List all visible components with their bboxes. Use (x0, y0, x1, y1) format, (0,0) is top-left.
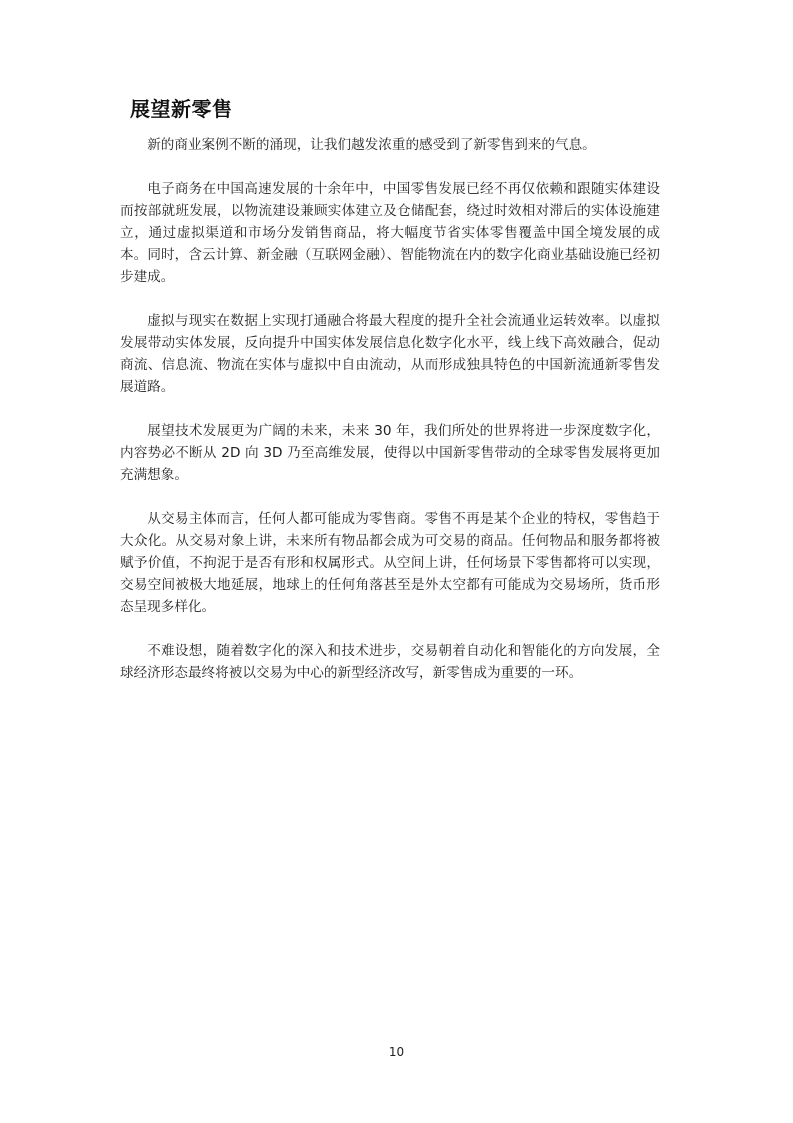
paragraph-6: 不难设想，随着数字化的深入和技术进步，交易朝着自动化和智能化的方向发展，全球经济形态最终将被以交易为中心的新型经济改写，新零售成为重要的一环。 (120, 643, 660, 681)
paragraph-2: 电子商务在中国高速发展的十余年中，中国零售发展已经不再仅依赖和跟随实体建设而按部就班发展，以物流建设兼顾实体建立及仓储配套，绕过时效相对滞后的实体设施建立，通过虚拟渠道和市场分发销售商品，将大幅度节省实体零售覆盖中国全境发展的成本。同时，含云计算、新金融（互联网金融）、智能物流在内的数字化商业基础设施已经初步建成。 (120, 181, 660, 285)
body-content (120, 134, 660, 706)
page-number: 10 (388, 1045, 405, 1059)
paragraph-1: 新的商业案例不断的涌现，让我们越发浓重的感受到了新零售到来的气息。 (147, 137, 596, 153)
section-heading: 展望新零售 (130, 97, 233, 121)
paragraph-4: 展望技术发展更为广阔的未来，未来 30 年，我们所处的世界将进一步深度数字化，内容势必不断从 2D 向 3D 乃至高维发展，使得以中国新零售带动的全球零售发展将更加充满想象。 (120, 423, 660, 483)
paragraph-3: 虚拟与现实在数据上实现打通融合将最大程度的提升全社会流通业运转效率。以虚拟发展带动实体发展，反向提升中国实体发展信息化数字化水平，线上线下高效融合，促动商流、信息流、物流在实体与虚拟中自由流动，从而形成独具特色的中国新流通新零售发展道路。 (120, 313, 660, 395)
paragraph-5: 从交易主体而言，任何人都可能成为零售商。零售不再是某个企业的特权，零售趋于大众化。从交易对象上讲，未来所有物品都会成为可交易的商品。任何物品和服务都将被赋予价值，不拘泥于是否有形和权属形式。从空间上讲，任何场景下零售都将可以实现，交易空间被极大地延展，地球上的任何角落甚至是外太空都有可能成为交易场所，货币形态呈现多样化。 (120, 511, 660, 615)
